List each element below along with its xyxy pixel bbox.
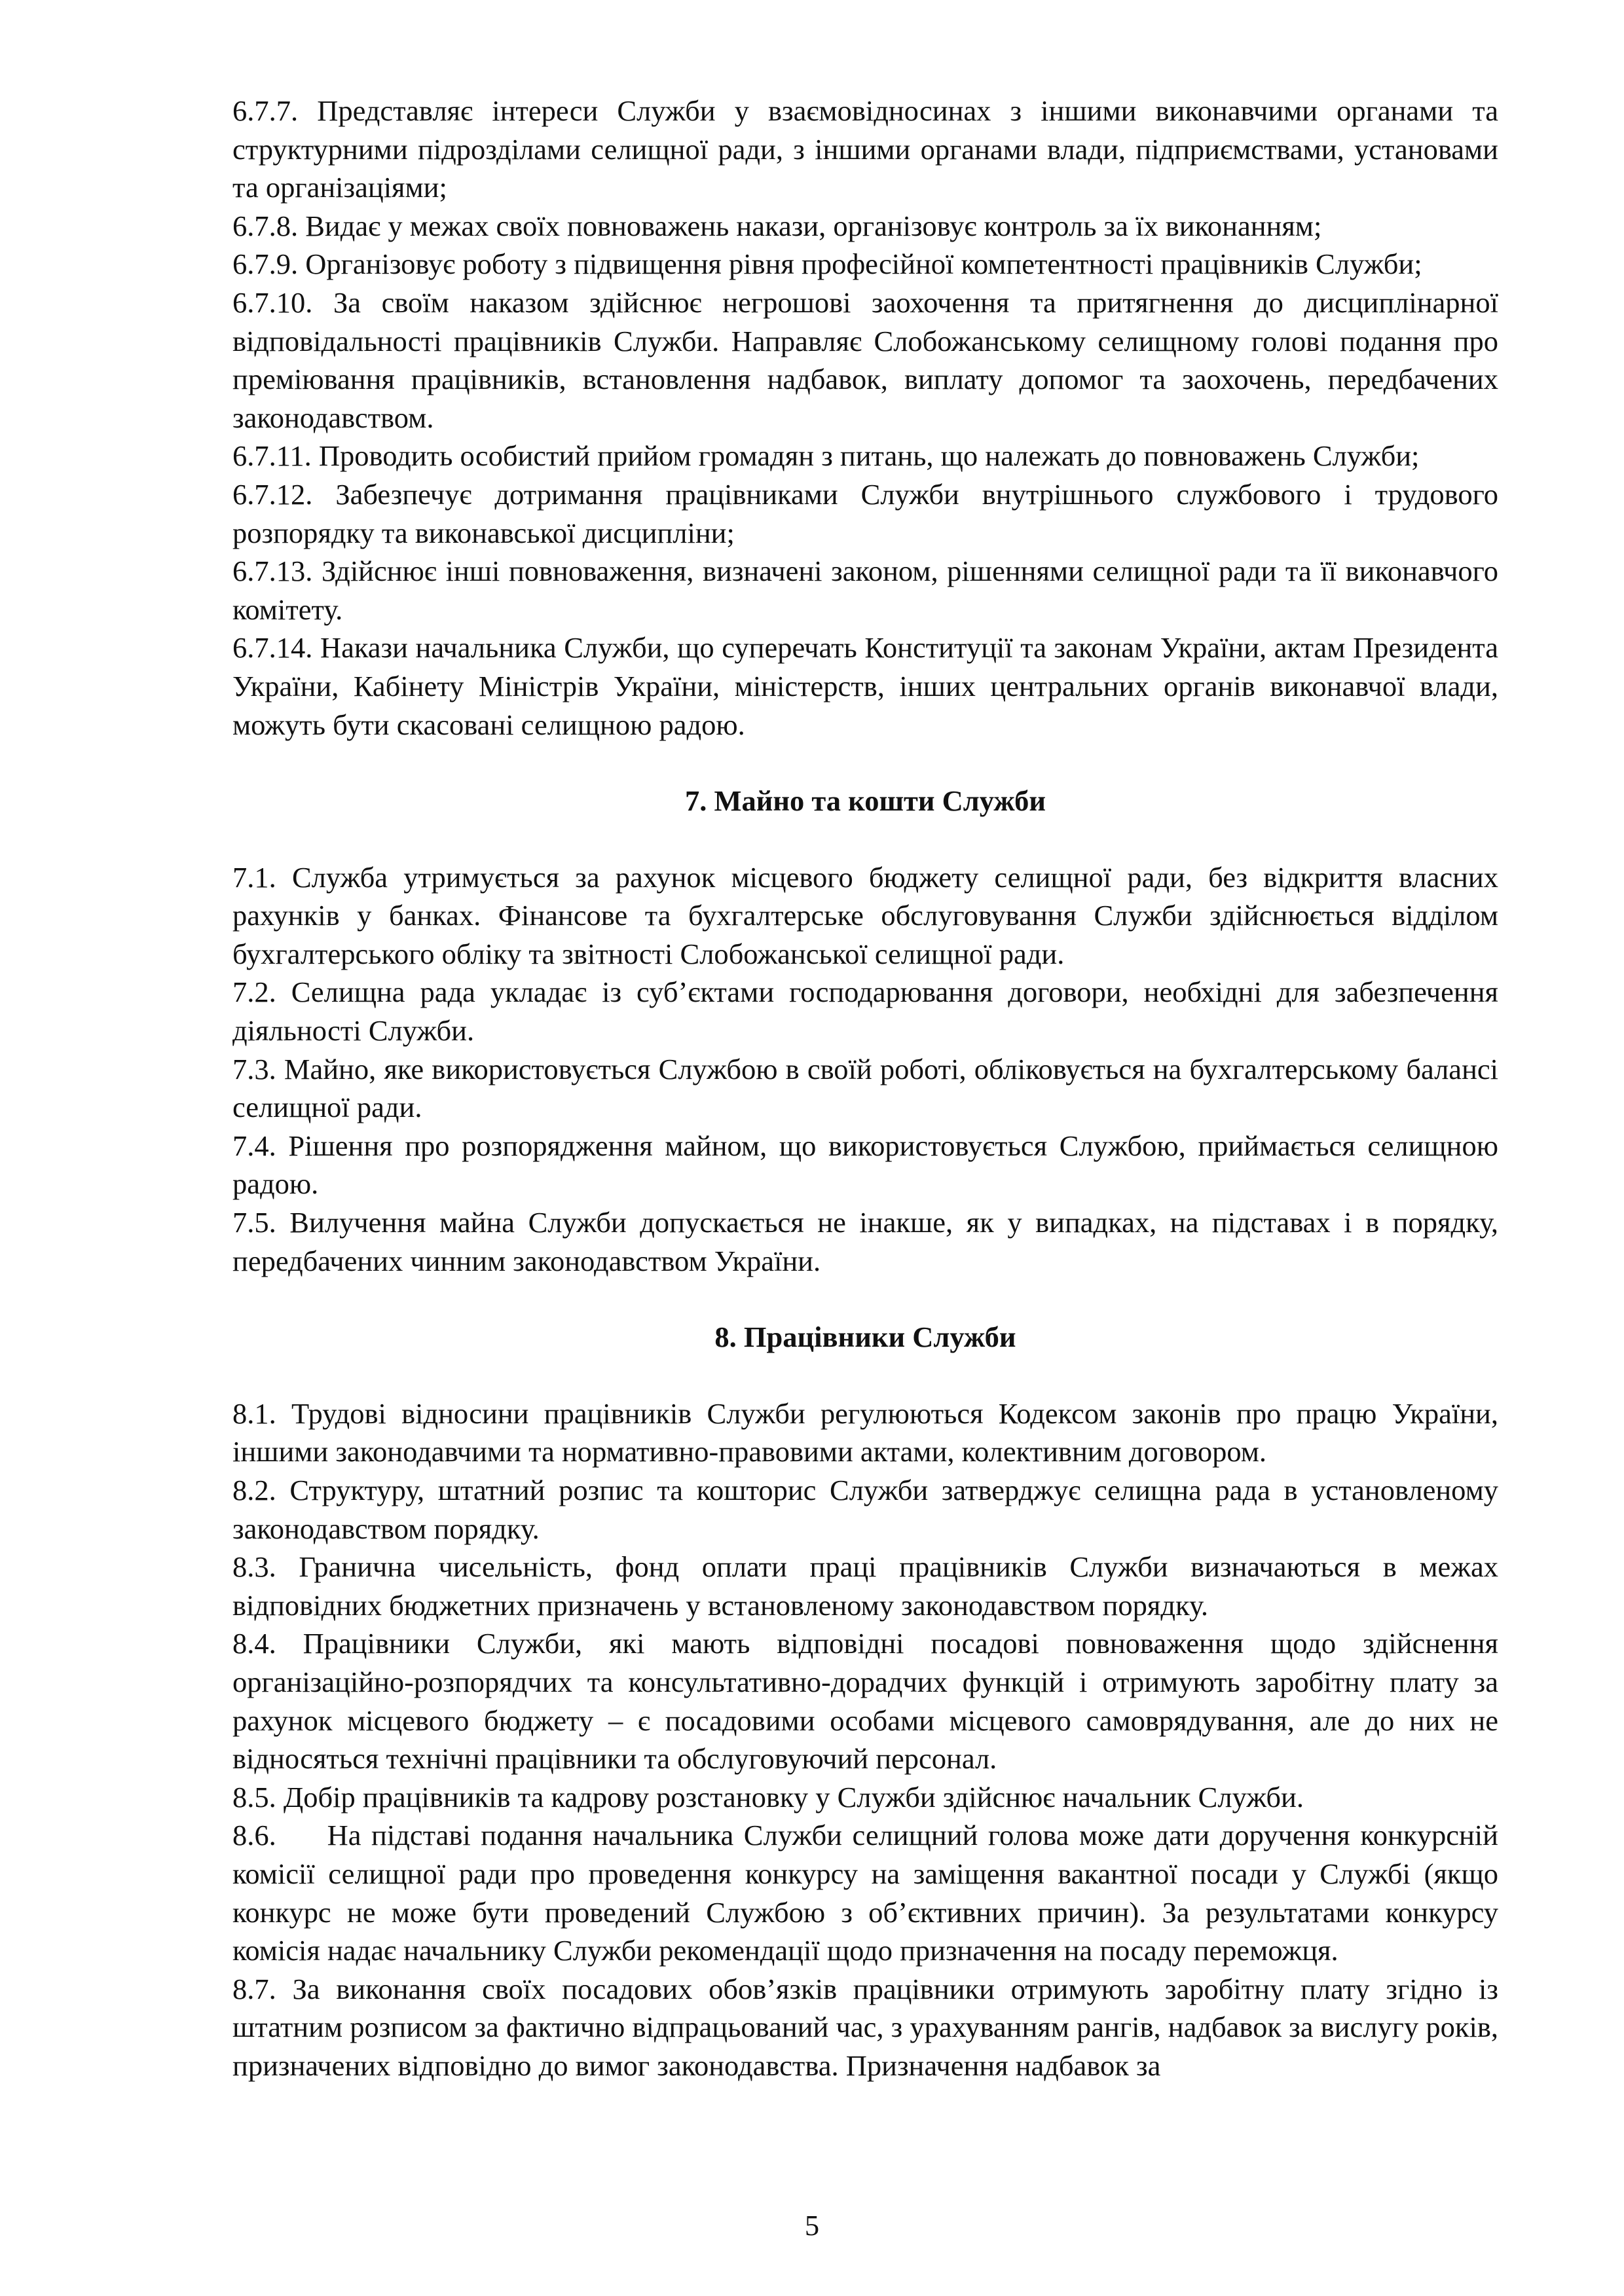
paragraph-7-3: 7.3. Майно, яке використовується Службою в своїй роботі, обліковується на бухгалтерському балансі селищної ради.: [232, 1052, 1498, 1124]
paragraph-6-7-8: 6.7.8. Видає у межах своїх повноважень накази, організовує контроль за їх виконанням;: [232, 209, 1322, 242]
paragraph-8-7: 8.7. За виконання своїх посадових обов’язків працівники отримують заробітну плату згідно із штатним розписом за фактично відпрацьований час, з урахуванням рангів, надбавок за вислугу років, призначених відповідно до вимог законодавства. Призначення надбавок за: [232, 1972, 1498, 2082]
paragraph-8-6: 8.6. На підставі подання начальника Служби селищний голова може дати доручення конкурсній комісії селищної ради про проведення конкурсу на заміщення вакантної посади у Службі (якщо конкурс не може бути проведений Службою з об’єктивних причин). За результатами конкурсу комісія надає начальнику Служби рекомендації щодо призначення на посаду переможця.: [232, 1819, 1506, 1967]
paragraph-6-7-7: 6.7.7. Представляє інтереси Служби у взаємовідносинах з іншими виконавчими органами та структурними підрозділами селищної ради, з іншими органами влади, підприємствами, установами та організаціями;: [232, 94, 1498, 204]
paragraph-6-7-12: 6.7.12. Забезпечує дотримання працівниками Служби внутрішнього службового і трудового розпорядку та виконавської дисципліни;: [232, 477, 1498, 549]
paragraph-7-5: 7.5. Вилучення майна Служби допускається не інакше, як у випадках, на підставах і в порядку, передбачених чинним законодавством України.: [232, 1206, 1498, 1277]
paragraph-7-2: 7.2. Селищна рада укладає із суб’єктами господарювання договори, необхідні для забезпечення діяльності Служби.: [232, 975, 1498, 1048]
paragraph-6-7-11: 6.7.11. Проводить особистий прийом громадян з питань, що належать до повноважень Служби;: [232, 439, 1420, 473]
paragraph-8-5: 8.5. Добір працівників та кадрову розстановку у Служби здійснює начальник Служби.: [232, 1780, 1304, 1813]
paragraph-6-7-14: 6.7.14. Накази начальника Служби, що суперечать Конституції та законам України, актам Президента України, Кабінету Міністрів України, міністерств, інших центральних органів виконавчої влади, можуть бути скасовані селищною радою.: [232, 631, 1498, 741]
paragraph-8-4: 8.4. Працівники Служби, які мають відповідні посадові повноваження щодо здійснення організаційно-розпорядчих та консультативно-дорадчих функцій і отримують заробітну плату за рахунок місцевого бюджету – є посадовими особами місцевого самоврядування, але до них не відносяться технічні працівники та обслуговуючий персонал.: [232, 1627, 1498, 1776]
paragraph-6-7-13: 6.7.13. Здійснює інші повноваження, визначені законом, рішеннями селищної ради та її виконавчого комітету.: [232, 555, 1498, 626]
section-8: [232, 1394, 1506, 2085]
paragraph-6-7-9: 6.7.9. Організовує роботу з підвищення рівня професійної компетентності працівників Служби;: [232, 247, 1422, 281]
paragraph-8-1: 8.1. Трудові відносини працівників Служби регулюються Кодексом законів про працю України, іншими законодавчими та нормативно-правовими актами, колективним договором.: [232, 1396, 1498, 1468]
paragraph-6-7-10: 6.7.10. За своїм наказом здійснює негрошові заохочення та притягнення до дисциплінарної відповідальності працівників Служби. Направляє Слобожанському селищному голові подання про преміювання працівників, встановлення надбавок, виплату допомог та заохочень, передбачених законодавством.: [232, 285, 1498, 434]
paragraph-8-3: 8.3. Гранична чисельність, фонд оплати праці працівників Служби визначаються в межах відповідних бюджетних призначень у встановленому законодавством порядку.: [232, 1550, 1498, 1622]
section-6-continued: [232, 92, 1498, 744]
page-number: 5: [804, 2209, 820, 2242]
section-7-heading: 7. Майно та кошти Служби: [684, 784, 1046, 818]
section-7: [232, 858, 1498, 1281]
paragraph-7-4: 7.4. Рішення про розпорядження майном, що використовується Службою, приймається селищною радою.: [232, 1129, 1498, 1201]
document-page: [232, 92, 1506, 2085]
paragraph-7-1: 7.1. Служба утримується за рахунок місцевого бюджету селищної ради, без відкриття власних рахунків у банках. Фінансове та бухгалтерське обслуговування Служби здійснюється відділом бухгалтерського обліку та звітності Слобожанської селищної ради.: [232, 860, 1498, 970]
section-8-heading: 8. Працівники Служби: [714, 1321, 1016, 1354]
paragraph-8-2: 8.2. Структуру, штатний розпис та кошторис Служби затверджує селищна рада в установленому законодавством порядку.: [232, 1474, 1498, 1545]
